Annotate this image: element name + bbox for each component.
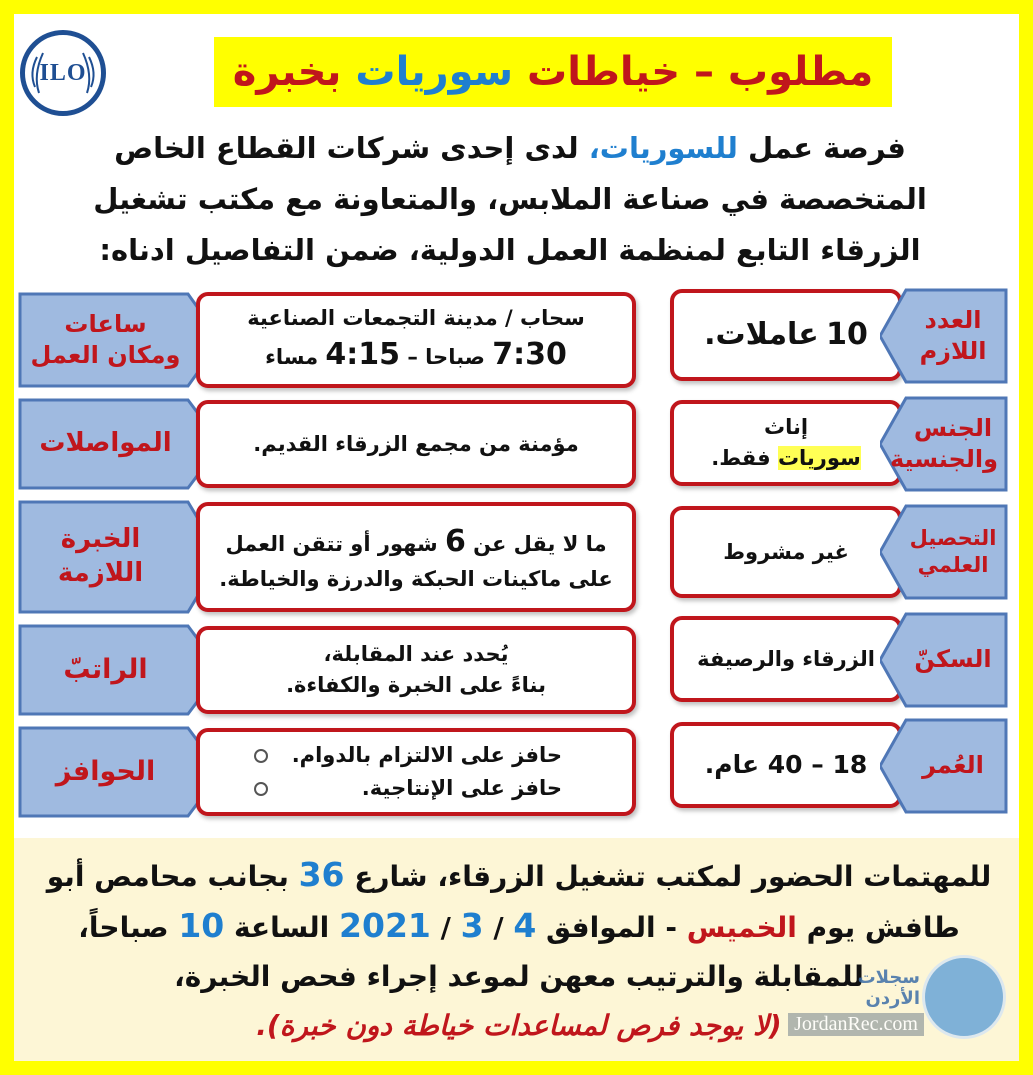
watermark — [794, 955, 1010, 1045]
footer-text: - الموافق — [546, 911, 678, 944]
work-place-text: سحاب / مدينة التجمعات الصناعية — [247, 306, 585, 331]
globe-icon — [922, 955, 1006, 1039]
required-count-label — [880, 288, 1008, 384]
label-text: العدد اللازم — [919, 305, 987, 365]
work-hours-place-value — [196, 292, 636, 388]
education-value — [670, 506, 902, 598]
start-time: 7:30 — [492, 337, 567, 373]
footer-text: الساعة — [234, 911, 330, 944]
intro-highlight: للسوريات، — [588, 131, 738, 165]
gender-nationality-value — [670, 400, 902, 486]
nationality-text: فقط. — [711, 446, 771, 470]
experience-label — [18, 500, 223, 614]
label-text: الراتبّ — [63, 654, 148, 686]
salary-label — [18, 624, 223, 716]
ilo-logo-text: ILO — [39, 59, 87, 86]
residence-text: الزرقاء والرصيفة — [697, 646, 875, 671]
experience-text: ما لا يقل عن — [473, 531, 607, 556]
residence-value — [670, 616, 902, 702]
age-text: 18 – 40 عام. — [704, 749, 868, 779]
transport-value — [196, 400, 636, 488]
ad-title — [214, 37, 892, 107]
title-part-1: مطلوب – خياطات — [527, 49, 874, 95]
experience-text: شهور أو تتقن العمل — [225, 531, 438, 556]
title-part-3: بخبرة — [232, 49, 342, 95]
interview-day: الخميس — [686, 911, 797, 944]
date-day: 4 — [513, 906, 537, 945]
label-text: التحصيل العلمي — [909, 525, 997, 577]
age-value — [670, 722, 902, 808]
watermark-arabic: سجلات الأردن — [857, 967, 920, 1009]
incentive-item: حافز على الالتزام بالدوام. — [291, 743, 562, 768]
time-suffix: مساء — [265, 345, 319, 370]
footer-text: طافش يوم — [806, 911, 960, 944]
education-text: غير مشروط — [723, 539, 849, 564]
footer-text: بجانب محامص أبو — [46, 860, 289, 893]
nationality-highlight: سوريات — [777, 446, 861, 470]
intro-paragraph — [40, 123, 980, 276]
transport-text: مؤمنة من مجمع الزرقاء القديم. — [253, 431, 579, 456]
date-year: 2021 — [339, 906, 431, 945]
label-text: ساعات ومكان العمل — [30, 309, 181, 369]
bullet-icon — [254, 782, 268, 796]
gender-nationality-label — [880, 396, 1008, 492]
label-text: الجنس والجنسية — [889, 413, 998, 473]
count-text: عاملات. — [704, 316, 819, 352]
incentives-label — [18, 726, 223, 818]
experience-line-2: على ماكينات الحبكة والدرزة والخياطة. — [219, 566, 613, 591]
intro-line-3: الزرقاء التابع لمنظمة العمل الدولية، ضمن التفاصيل ادناه: — [99, 233, 921, 267]
intro-text: لدى إحدى شركات القطاع الخاص — [114, 131, 579, 165]
experience-value — [196, 502, 636, 612]
end-time: 4:15 — [325, 337, 401, 373]
label-text: الخبرة اللازمة — [57, 524, 144, 588]
bullet-icon — [254, 749, 268, 763]
salary-line-1: يُحدد عند المقابلة، — [323, 641, 509, 666]
intro-text: فرصة عمل — [747, 131, 906, 165]
interview-hour: 10 — [178, 906, 225, 945]
street-number: 36 — [298, 855, 345, 894]
incentives-value — [196, 728, 636, 816]
time-separator: صباحا – — [407, 345, 485, 370]
ilo-logo — [20, 30, 106, 116]
label-text: السكنّ — [914, 645, 992, 674]
footer-text: صباحاً، — [78, 911, 169, 944]
label-text: المواصلات — [39, 428, 172, 459]
label-text: الحوافز — [55, 756, 156, 788]
age-label — [880, 718, 1008, 814]
experience-months: 6 — [444, 523, 466, 559]
footer-text: للمهتمات الحضور لمكتب تشغيل الزرقاء، شارع — [354, 860, 992, 893]
work-hours-place-label — [18, 292, 223, 388]
title-part-2: سوريات — [355, 49, 514, 95]
label-text: العُمر — [922, 751, 984, 780]
gender-text: إناث — [763, 414, 809, 439]
residence-label — [880, 612, 1008, 708]
footer-note: (لا يوجد فرص لمساعدات خياطة دون خبرة). — [256, 1009, 782, 1042]
date-separator: / — [493, 911, 504, 944]
education-label — [880, 504, 1008, 600]
watermark-latin: JordanRec.com — [788, 1013, 924, 1036]
required-count-value — [670, 289, 902, 381]
footer-line-3: للمقابلة والترتيب معهن لموعد إجراء فحص الخبرة، — [174, 960, 864, 993]
salary-value — [196, 626, 636, 714]
transport-label — [18, 398, 223, 490]
date-separator: / — [440, 911, 451, 944]
date-month: 3 — [460, 906, 484, 945]
count-number: 10 — [826, 316, 868, 352]
salary-line-2: بناءً على الخبرة والكفاءة. — [286, 673, 546, 697]
incentive-item: حافز على الإنتاجية. — [361, 776, 562, 800]
intro-line-2: المتخصصة في صناعة الملابس، والمتعاونة مع مكتب تشغيل — [93, 182, 927, 216]
